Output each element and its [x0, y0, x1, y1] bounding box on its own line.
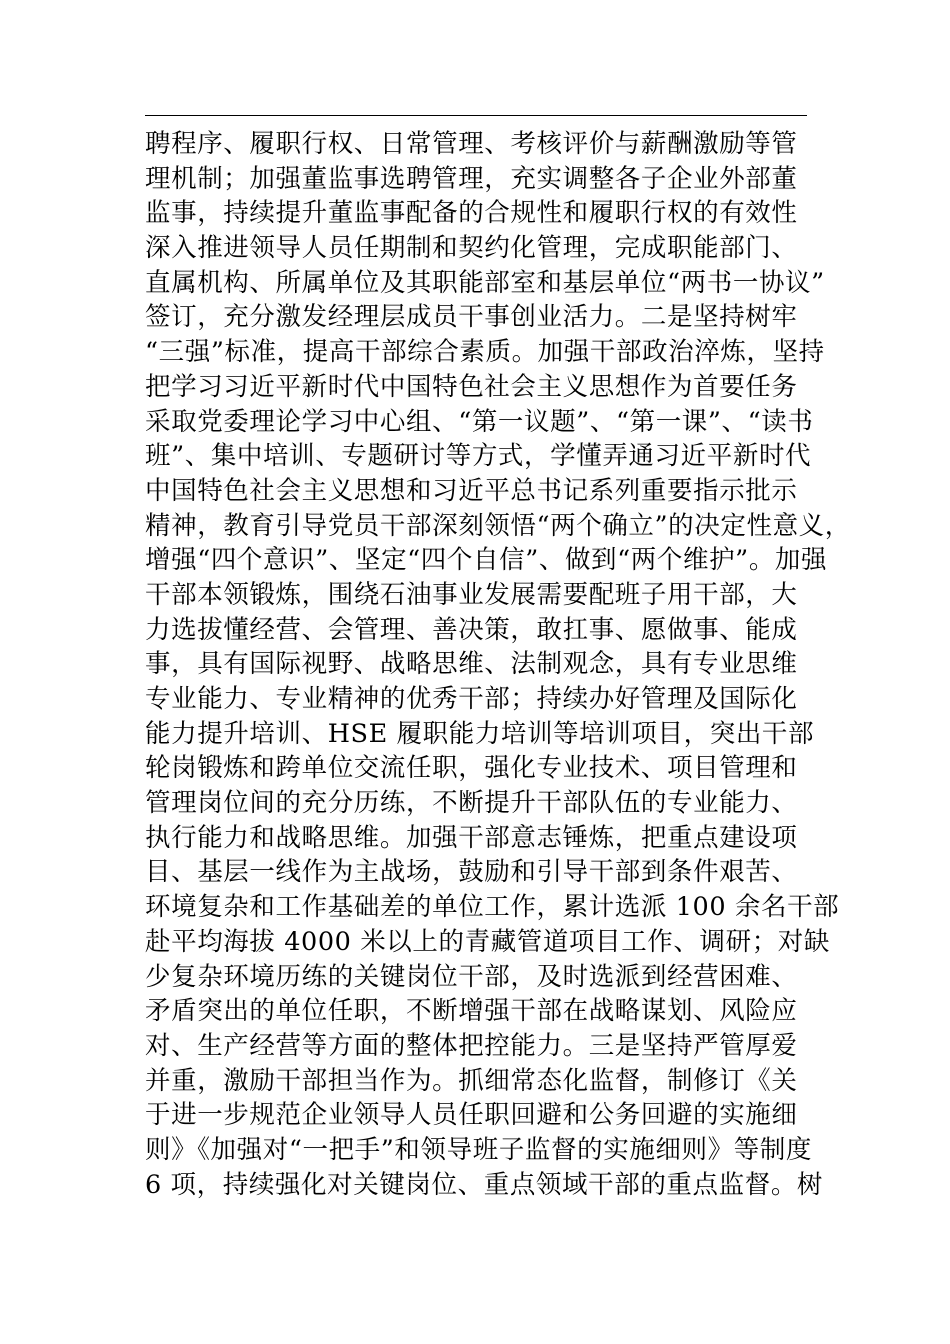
text-line: 执行能力和战略思维。加强干部意志锤炼，把重点建设项	[145, 822, 798, 853]
text-line: 专业能力、专业精神的优秀干部；持续办好管理及国际化	[145, 684, 798, 714]
text-line: 对、生产经营等方面的整体把控能力。三是坚持严管厚爱	[145, 1030, 798, 1061]
text-line: 环境复杂和工作基础差的单位工作，累计选派 100 余名干部	[145, 892, 840, 923]
text-line: 监事，持续提升董监事配备的合规性和履职行权的有效性	[145, 198, 798, 229]
text-line: 矛盾突出的单位任职，不断增强干部在战略谋划、风险应	[145, 996, 798, 1027]
text-line: 能力提升培训、HSE 履职能力培训等培训项目，突出干部	[145, 718, 815, 749]
text-line: 精神，教育引导党员干部深刻领悟“两个确立”的决定性意义，	[145, 510, 851, 541]
body-text	[145, 127, 851, 1202]
text-line: 目、基层一线作为主战场，鼓励和引导干部到条件艰苦、	[145, 857, 798, 888]
text-line: 增强“四个意识”、坚定“四个自信”、做到“两个维护”。加强	[145, 545, 828, 576]
text-line: 直属机构、所属单位及其职能部室和基层单位“两书一协议”	[145, 267, 825, 298]
text-line: 中国特色社会主义思想和习近平总书记系列重要指示批示	[145, 475, 798, 506]
text-line: 签订，充分激发经理层成员干事创业活力。二是坚持树牢	[145, 302, 798, 333]
text-line: 轮岗锻炼和跨单位交流任职，强化专业技术、项目管理和	[145, 753, 798, 784]
text-line: 赴平均海拔 4000 米以上的青藏管道项目工作、调研；对缺	[145, 926, 831, 957]
text-line: 少复杂环境历练的关键岗位干部，及时选派到经营困难、	[145, 961, 798, 992]
text-line: 并重，激励干部担当作为。抓细常态化监督，制修订《关	[145, 1065, 798, 1096]
text-line: 则》《加强对“一把手”和领导班子监督的实施细则》等制度	[145, 1134, 813, 1165]
text-line: 深入推进领导人员任期制和契约化管理，完成职能部门、	[145, 233, 798, 264]
text-line: 班”、集中培训、专题研讨等方式，学懂弄通习近平新时代	[145, 441, 812, 472]
text-line: “三强”标准，提高干部综合素质。加强干部政治淬炼，坚持	[145, 337, 825, 368]
text-line: 力选拔懂经营、会管理、善决策，敢扛事、愿做事、能成	[145, 614, 798, 645]
text-line: 干部本领锻炼，围绕石油事业发展需要配班子用干部，大	[145, 579, 798, 610]
text-line: 理机制；加强董监事选聘管理，充实调整各子企业外部董	[145, 163, 798, 194]
text-line: 于进一步规范企业领导人员任职回避和公务回避的实施细	[145, 1100, 798, 1131]
text-line: 6 项，持续强化对关键岗位、重点领域干部的重点监督。树	[145, 1169, 824, 1200]
text-line: 事，具有国际视野、战略思维、法制观念，具有专业思维	[145, 649, 798, 680]
text-line: 采取党委理论学习中心组、“第一议题”、“第一课”、“读书	[145, 406, 814, 437]
text-line: 管理岗位间的充分历练，不断提升干部队伍的专业能力、	[145, 788, 798, 819]
header-rule	[145, 115, 807, 116]
text-line: 聘程序、履职行权、日常管理、考核评价与薪酬激励等管	[145, 129, 798, 159]
text-line: 把学习习近平新时代中国特色社会主义思想作为首要任务	[145, 371, 798, 402]
